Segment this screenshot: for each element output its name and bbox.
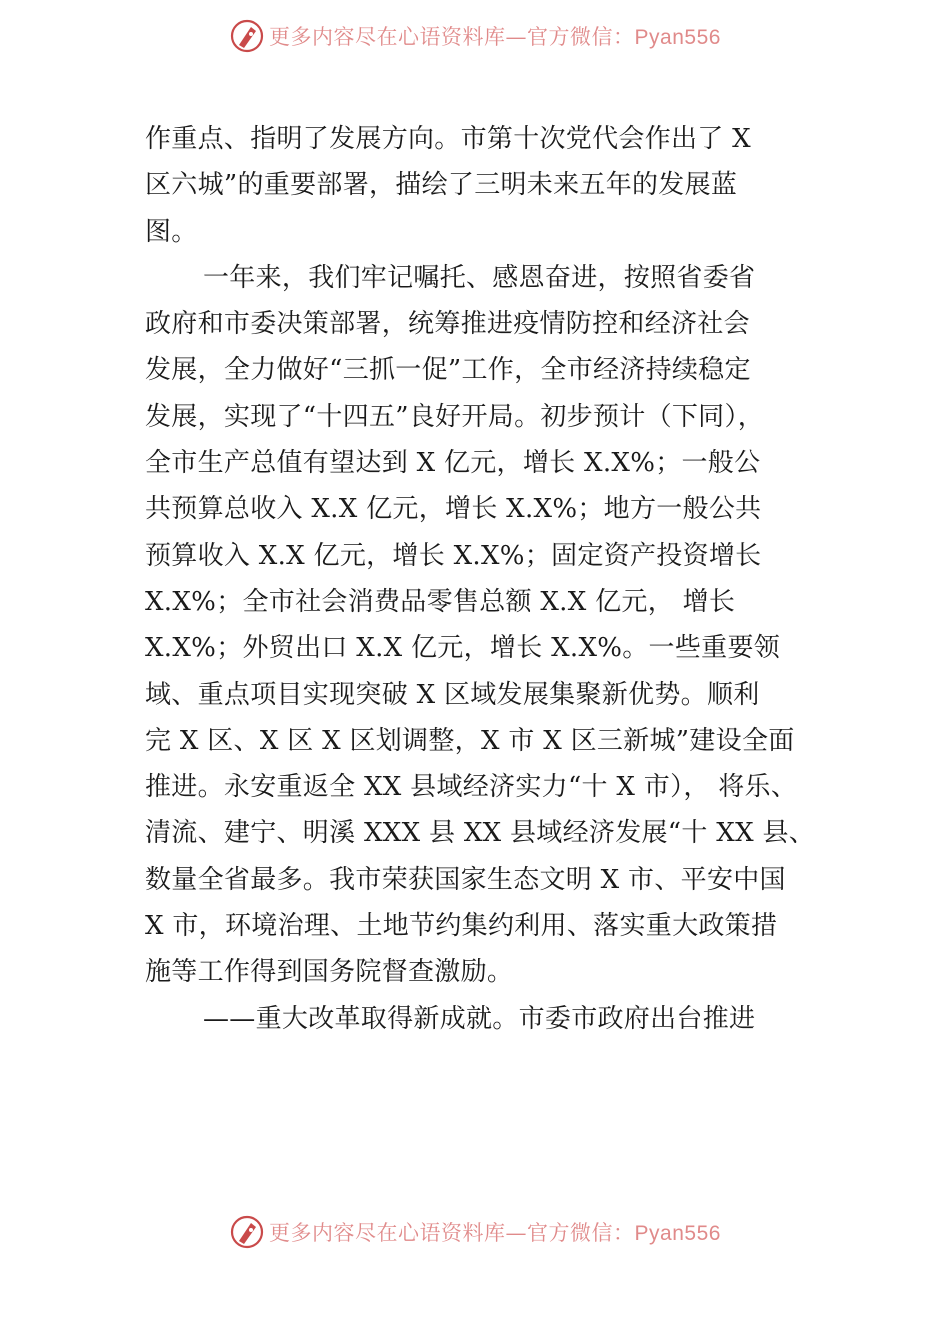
paragraph-3: ——重大改革取得新成就。市委市政府出台推进 [203,1003,756,1034]
footer-text [269,1217,721,1247]
paragraph-1: 作重点、指明了发展方向。市第十次党代会作出了 X 区六城”的重要部署，描绘了三明未来五年的发展蓝 图。 [145,124,751,247]
header-banner [0,14,950,58]
header-text [269,21,721,51]
pen-nib-circle-icon [229,18,265,54]
footer-banner [0,1210,950,1254]
paragraph-2: 一年来，我们牢记嘱托、感恩奋进，按照省委省 政府和市委决策部署，统筹推进疫情防控和经济社会 发展，全力做好“三抓一促”工作，全市经济持续稳定 发展，实现了“十四五”良好开局。初步预计（下同）， 全市生产总值有望达到 X 亿元，增长 X.X%；一般公 共预算总收入 X.X 亿元，增长 X.X%；地方一般公共 预算收入 X.X 亿元，增长 X.X%；固定资产投资增长 X.X%；全市社会消费品零售总额 X.X 亿元， 增长 X.X%；外贸出口 X.X 亿元，增长 X.X%。一些重要领 域、重点项目实现突破 X 区域发展集聚新优势。顺利 完 X 区、X 区 X 区划调整，X 市 X 区三新城”建设全面 推进。永安重返全 XX 县域经济实力“十 X 市）， 将乐、 清流、建宁、明溪 XXX 县 XX 县域经济发展“十 XX 县、 数量全省最多。我市荣获国家生态文明 X 市、平安中国 X 市，环境治理、土地节约集约利用、落实重大政策措 施等工作得到国务院督查激励。 [145,262,816,988]
footer-wechat-id: Pyan556 [634,1222,721,1245]
header-wechat-id: Pyan556 [634,26,721,49]
header-label: 更多内容尽在心语资料库—官方微信： [269,25,635,49]
pen-nib-circle-icon [229,1214,265,1250]
document-body [145,116,825,1042]
footer-label: 更多内容尽在心语资料库—官方微信： [269,1221,635,1245]
